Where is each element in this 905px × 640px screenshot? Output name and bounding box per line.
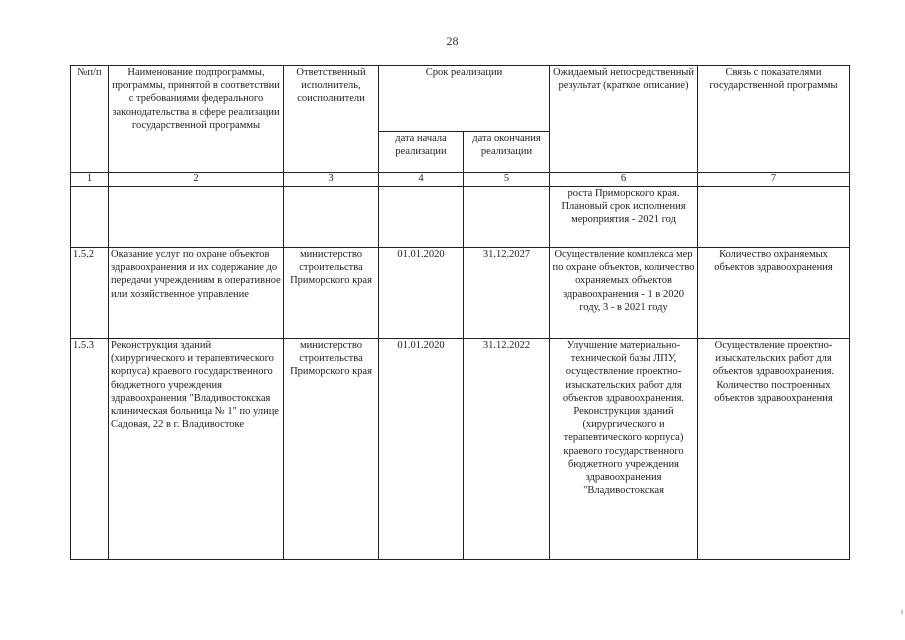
cell-start: 01.01.2020 <box>379 248 464 339</box>
column-number: 1 <box>71 173 109 187</box>
column-number: 3 <box>284 173 379 187</box>
cell-end <box>464 187 550 248</box>
header-term: Срок реализации <box>379 66 550 132</box>
header-num: №п/п <box>71 66 109 173</box>
cell-num: 1.5.3 <box>71 339 109 560</box>
cell-end: 31.12.2022 <box>464 339 550 560</box>
cell-start <box>379 187 464 248</box>
table-row <box>71 248 850 339</box>
cell-end: 31.12.2027 <box>464 248 550 339</box>
cell-num <box>71 187 109 248</box>
cell-name: Реконструкция зданий (хирургического и терапевтического корпуса) краевого государственного бюджетного учреждения здравоохранения "Владивостокская клиническая больница № 1" по улице Садовая, 22 в г. Владивостоке <box>109 339 284 560</box>
header-end: дата окончания реализации <box>464 131 550 172</box>
column-number: 2 <box>109 173 284 187</box>
cell-link <box>698 187 850 248</box>
cell-result: Осуществление комплекса мер по охране объектов, количество охраняемых объектов здравоохранения - 1 в 2020 году, 3 - в 2021 году <box>550 248 698 339</box>
header-start: дата начала реализации <box>379 131 464 172</box>
header-name: Наименование подпрограммы, программы, принятой в соответствии с требованиями федерального законодательства в сфере реализации государственной программы <box>109 66 284 173</box>
program-table <box>70 65 850 560</box>
cell-result: Улучшение материально-технической базы ЛПУ, осуществление проектно-изыскательских работ для объектов здравоохранения. Реконструкция зданий (хирургического и терапевтического корпуса) краевого государственного бюджетного учреждения здравоохранения "Владивостокская <box>550 339 698 560</box>
cell-executor <box>284 187 379 248</box>
column-number: 5 <box>464 173 550 187</box>
cell-name: Оказание услуг по охране объектов здравоохранения и их содержание до передачи учреждениям в оперативное или хозяйственное управление <box>109 248 284 339</box>
header-link: Связь с показателями государственной программы <box>698 66 850 173</box>
header-row-top <box>71 66 850 132</box>
table-row <box>71 187 850 248</box>
column-number-row <box>71 173 850 187</box>
header-result: Ожидаемый непосредственный результат (краткое описание) <box>550 66 698 173</box>
column-number: 7 <box>698 173 850 187</box>
cell-start: 01.01.2020 <box>379 339 464 560</box>
cell-link: Количество охраняемых объектов здравоохранения <box>698 248 850 339</box>
column-number: 6 <box>550 173 698 187</box>
page-number: 28 <box>446 34 459 48</box>
cell-link: Осуществление проектно-изыскательских работ для объектов здравоохранения. Количество построенных объектов здравоохранения <box>698 339 850 560</box>
cell-num: 1.5.2 <box>71 248 109 339</box>
column-number: 4 <box>379 173 464 187</box>
cell-result: роста Приморского края. Плановый срок исполнения мероприятия - 2021 год <box>550 187 698 248</box>
table-row <box>71 339 850 560</box>
cell-name <box>109 187 284 248</box>
cell-executor: министерство строительства Приморского края <box>284 248 379 339</box>
cell-executor: министерство строительства Приморского края <box>284 339 379 560</box>
header-executor: Ответственный исполнитель, соисполнители <box>284 66 379 173</box>
edge-mark: i <box>901 608 903 616</box>
